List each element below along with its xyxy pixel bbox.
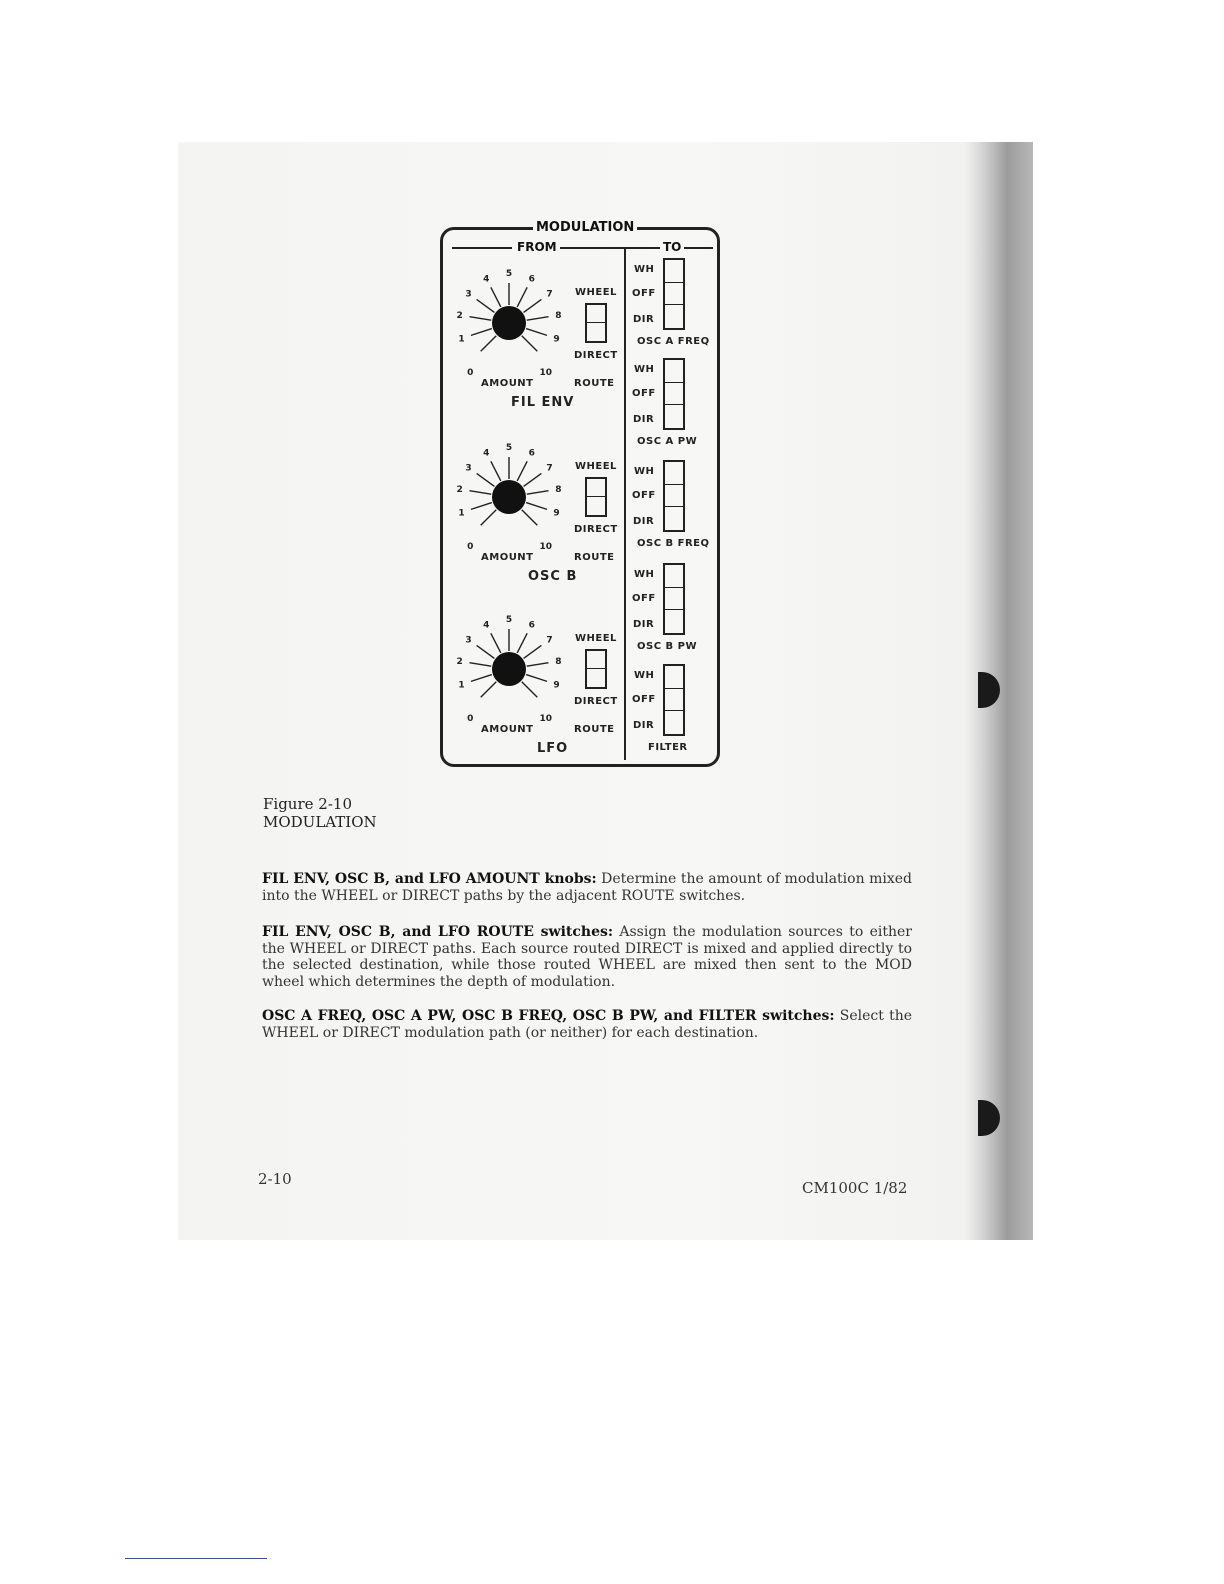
- knob-tick: [491, 633, 501, 653]
- knob-scale-label: 9: [553, 334, 560, 345]
- knob-scale-label: 5: [505, 443, 513, 453]
- knob-tick: [477, 473, 495, 486]
- to-label: TO: [660, 240, 684, 254]
- paragraph-body: Assign the modulation sources to either the WHEEL or DIRECT paths. Each source routed DIRECT is mixed and applied directly to the selected destination, while those routed WHEEL are mixed then sent to the MOD wheel which determines the depth of modulation.: [262, 924, 912, 990]
- route-switch[interactable]: [585, 303, 607, 343]
- wh-label: WH: [634, 466, 655, 477]
- document-id: CM100C 1/82: [802, 1179, 908, 1197]
- route-label: ROUTE: [574, 724, 615, 735]
- direct-label: DIRECT: [574, 524, 618, 535]
- direct-label: DIRECT: [574, 350, 618, 361]
- knob-scale-label: 2: [456, 657, 463, 668]
- paragraph-destination-switches: [262, 1008, 912, 1041]
- direct-label: DIRECT: [574, 696, 618, 707]
- destination-switch[interactable]: [663, 358, 685, 430]
- wh-label: WH: [634, 569, 655, 580]
- knob-tick: [527, 663, 549, 666]
- knob-scale-label: 7: [546, 463, 553, 474]
- knob-tick: [524, 645, 542, 658]
- destination-switch[interactable]: [663, 258, 685, 330]
- knob-tick: [517, 633, 527, 653]
- wheel-label: WHEEL: [575, 287, 617, 298]
- dir-label: DIR: [633, 314, 655, 325]
- knob-scale-label: 5: [505, 615, 513, 625]
- knob-tick: [477, 645, 495, 658]
- knob-tick: [526, 503, 547, 510]
- knob-scale-label: 1: [458, 680, 465, 691]
- knob-scale-label: 2: [456, 311, 463, 322]
- figure-title: MODULATION: [263, 813, 377, 831]
- knob-scale-label: 6: [528, 448, 535, 459]
- destination-name: OSC A PW: [637, 436, 698, 447]
- wh-label: WH: [634, 364, 655, 375]
- figure-number: Figure 2-10: [263, 795, 352, 813]
- knob-tick: [527, 317, 549, 320]
- wheel-label: WHEEL: [575, 633, 617, 644]
- page-number: 2-10: [258, 1170, 292, 1188]
- destination-name: OSC B FREQ: [637, 538, 710, 549]
- wheel-label: WHEEL: [575, 461, 617, 472]
- knob-scale-label: 7: [546, 635, 553, 646]
- route-label: ROUTE: [574, 552, 615, 563]
- amount-label: AMOUNT: [481, 552, 534, 563]
- knob-scale-label: 3: [465, 289, 472, 300]
- knob-scale-label: 0: [467, 713, 474, 724]
- destination-switch[interactable]: [663, 664, 685, 736]
- knob-scale-label: 6: [528, 274, 535, 285]
- knob-tick: [477, 299, 495, 312]
- amount-knob[interactable]: [449, 609, 569, 729]
- source-name: LFO: [537, 741, 569, 756]
- knob-scale-label: 10: [539, 713, 553, 724]
- knob-cap: [492, 652, 526, 686]
- source-name: OSC B: [528, 569, 578, 584]
- knob-tick: [517, 287, 527, 307]
- knob-scale-label: 3: [465, 635, 472, 646]
- panel-title: MODULATION: [533, 220, 637, 235]
- knob-tick: [517, 461, 527, 481]
- knob-scale-label: 7: [546, 289, 553, 300]
- off-label: OFF: [632, 490, 656, 501]
- knob-scale-label: 2: [456, 485, 463, 496]
- knob-scale-label: 8: [555, 657, 562, 668]
- destination-name: OSC A FREQ: [637, 336, 710, 347]
- binder-hole: [978, 672, 1000, 708]
- knob-tick: [481, 336, 497, 352]
- knob-tick: [491, 461, 501, 481]
- knob-scale-label: 8: [555, 485, 562, 496]
- knob-tick: [522, 510, 538, 526]
- route-switch[interactable]: [585, 649, 607, 689]
- off-label: OFF: [632, 288, 656, 299]
- knob-tick: [471, 329, 492, 336]
- knob-tick: [469, 663, 491, 666]
- knob-tick: [527, 491, 549, 494]
- off-label: OFF: [632, 593, 656, 604]
- knob-scale-label: 10: [539, 541, 553, 552]
- off-label: OFF: [632, 388, 656, 399]
- knob-tick: [481, 682, 497, 698]
- knob-tick: [481, 510, 497, 526]
- from-label: FROM: [514, 240, 560, 254]
- destination-switch[interactable]: [663, 563, 685, 635]
- paragraph-lead: FIL ENV, OSC B, and LFO AMOUNT knobs:: [262, 871, 597, 887]
- knob-tick: [491, 287, 501, 307]
- dir-label: DIR: [633, 619, 655, 630]
- knob-scale-label: 5: [505, 269, 513, 279]
- dir-label: DIR: [633, 720, 655, 731]
- wh-label: WH: [634, 670, 655, 681]
- paragraph-amount-knobs: [262, 871, 912, 904]
- knob-scale-label: 8: [555, 311, 562, 322]
- destination-name: FILTER: [648, 742, 688, 753]
- hyperlink-underline[interactable]: [125, 1558, 267, 1559]
- destination-name: OSC B PW: [637, 641, 697, 652]
- source-name: FIL ENV: [511, 395, 575, 410]
- knob-tick: [522, 336, 538, 352]
- destination-switch[interactable]: [663, 460, 685, 532]
- knob-tick: [469, 317, 491, 320]
- knob-tick: [526, 329, 547, 336]
- knob-tick: [524, 473, 542, 486]
- amount-knob[interactable]: [449, 263, 569, 383]
- figure-caption: [263, 795, 377, 831]
- knob-scale-label: 4: [483, 448, 490, 459]
- dir-label: DIR: [633, 414, 655, 425]
- amount-label: AMOUNT: [481, 724, 534, 735]
- from-rule-left: [452, 247, 512, 249]
- amount-knob[interactable]: [449, 437, 569, 557]
- knob-scale-label: 1: [458, 508, 465, 519]
- wh-label: WH: [634, 264, 655, 275]
- knob-tick: [471, 675, 492, 682]
- amount-label: AMOUNT: [481, 378, 534, 389]
- from-rule-right: [560, 247, 630, 249]
- knob-tick: [471, 503, 492, 510]
- paragraph-lead: OSC A FREQ, OSC A PW, OSC B FREQ, OSC B PW, and FILTER switches:: [262, 1008, 835, 1024]
- knob-scale-label: 9: [553, 680, 560, 691]
- knob-scale-label: 0: [467, 367, 474, 378]
- paragraph-body: Determine the amount of modulation mixed into the WHEEL or DIRECT paths by the adjacent ROUTE switches.: [262, 871, 912, 904]
- binder-hole: [978, 1100, 1000, 1136]
- off-label: OFF: [632, 694, 656, 705]
- paragraph-route-switches: [262, 924, 912, 990]
- paragraph-lead: FIL ENV, OSC B, and LFO ROUTE switches:: [262, 924, 614, 940]
- knob-cap: [492, 306, 526, 340]
- knob-tick: [469, 491, 491, 494]
- knob-scale-label: 4: [483, 274, 490, 285]
- knob-scale-label: 4: [483, 620, 490, 631]
- route-switch[interactable]: [585, 477, 607, 517]
- knob-scale-label: 1: [458, 334, 465, 345]
- knob-scale-label: 0: [467, 541, 474, 552]
- knob-scale-label: 3: [465, 463, 472, 474]
- dir-label: DIR: [633, 516, 655, 527]
- route-label: ROUTE: [574, 378, 615, 389]
- knob-scale-label: 10: [539, 367, 553, 378]
- knob-tick: [526, 675, 547, 682]
- knob-scale-label: 9: [553, 508, 560, 519]
- panel-divider: [624, 247, 626, 760]
- knob-cap: [492, 480, 526, 514]
- knob-tick: [522, 682, 538, 698]
- paragraph-body: Select the WHEEL or DIRECT modulation path (or neither) for each destination.: [262, 1008, 913, 1041]
- knob-scale-label: 6: [528, 620, 535, 631]
- knob-tick: [524, 299, 542, 312]
